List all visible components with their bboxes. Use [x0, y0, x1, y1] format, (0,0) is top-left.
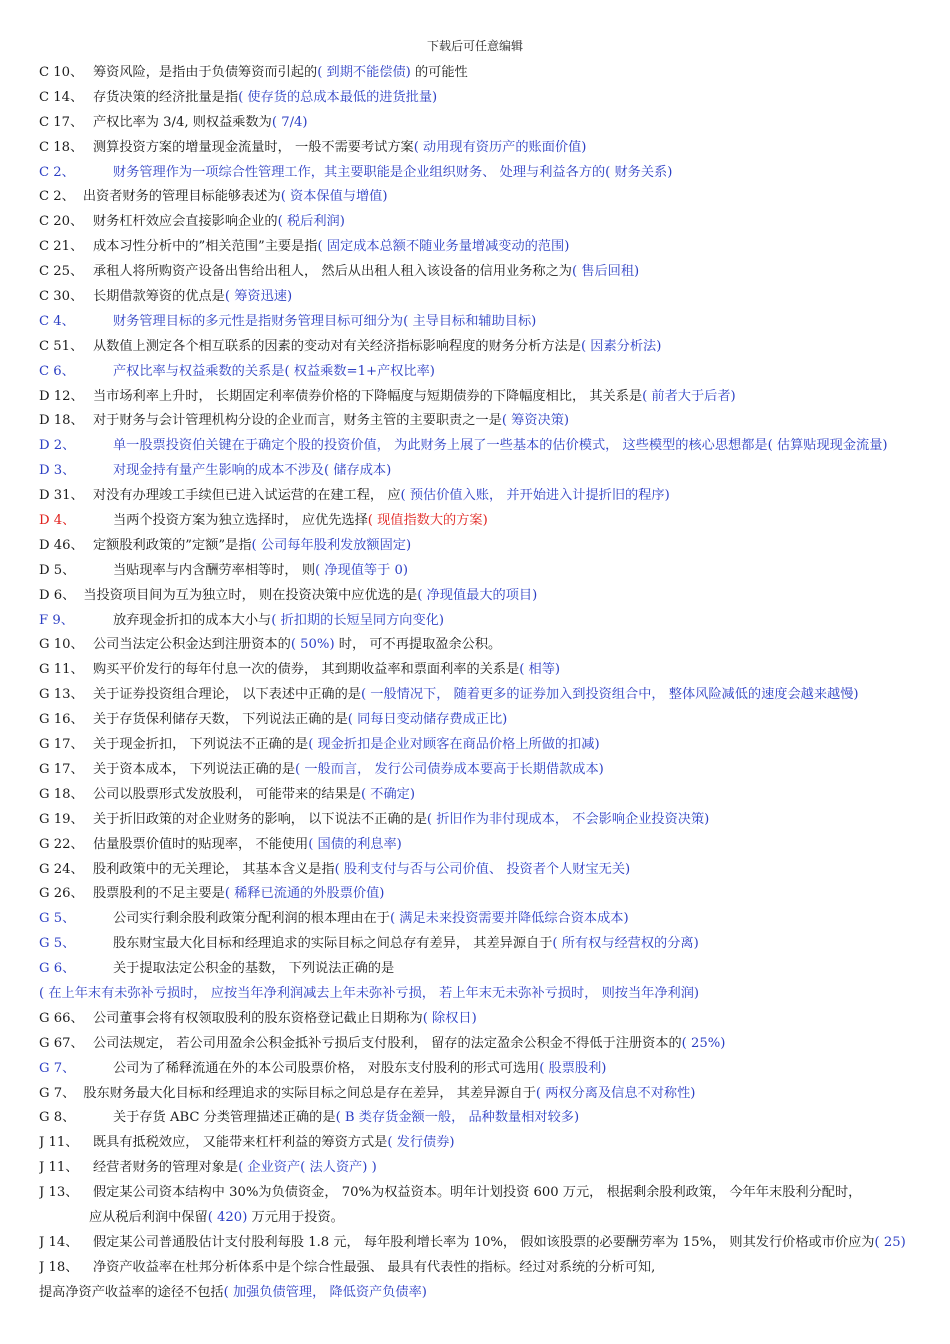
question-text: 关于资本成本， 下列说法正确的是 [93, 761, 296, 777]
question-text: 公司实行剩余股利政策分配利润的根本理由在于 [113, 911, 390, 927]
answer-text: ( 资本保值与增值) [280, 189, 388, 205]
answer-text: ( 25%) [681, 1035, 726, 1051]
question-text: 当投资项目间为互为独立时， 则在投资决策中应优选的是 [83, 587, 418, 603]
answer-text: ( 7/4) [271, 114, 308, 130]
question-text: 定额股利政策的”定额”是指 [93, 537, 252, 553]
answer-text: ( 一般情况下， 随着更多的证券加入到投资组合中， 整体风险减低的速度会越来越慢) [360, 687, 859, 703]
question-text: 关于现金折扣， 下列说法不正确的是 [93, 737, 309, 753]
question-text: 公司董事会将有权领取股利的股东资格登记截止日期称为 [93, 1010, 423, 1026]
question-text: 假定某公司普通股估计支付股利每股 1.8 元， 每年股利增长率为 10%， 假如该股票的必要酬劳率为 15%， 则其发行价格或市价应为 [93, 1234, 875, 1250]
list-item [39, 1057, 950, 1082]
list-item [39, 285, 950, 310]
question-code: G 10、 [39, 637, 84, 653]
list-item [39, 1131, 950, 1156]
list-item [39, 1007, 950, 1032]
question-code: G 67、 [39, 1035, 84, 1051]
answer-text: ( 两权分离及信息不对称性) [535, 1085, 696, 1101]
question-text: 长期借款筹资的优点是 [93, 289, 225, 305]
question-text: 财务管理作为一项综合性管理工作，其主要职能是企业组织财务、 处理与利益各方的 [113, 164, 606, 180]
question-text: 关于提取法定公积金的基数， 下列说法正确的是 [113, 961, 395, 977]
list-item [39, 185, 950, 210]
question-code: C 25、 [39, 264, 84, 280]
question-code: C 10、 [39, 65, 84, 80]
question-text: 提高净资产收益率的途径不包括 [39, 1284, 224, 1300]
list-item [39, 136, 950, 161]
list-item [39, 783, 950, 808]
answer-text: ( 售后回租) [571, 264, 640, 280]
list-item [39, 609, 950, 634]
list-item [39, 758, 950, 783]
question-code: D 18、 [39, 413, 84, 429]
answer-text: ( 税后利润) [277, 214, 345, 230]
question-text: 购买平价发行的每年付息一次的债券， 其到期收益率和票面利率的关系是 [93, 662, 520, 678]
question-text: 股东财务最大化目标和经理追求的实际目标之间总是存在差异， 其差异源自于 [83, 1085, 536, 1101]
list-item [39, 409, 950, 434]
list-item [39, 1281, 950, 1306]
list-item [39, 260, 950, 285]
question-code: G 7、 [39, 1085, 76, 1101]
question-code: J 11、 [39, 1135, 79, 1151]
question-text: 成本习性分析中的”相关范围”主要是指 [93, 239, 318, 255]
question-code: D 2、 [39, 438, 76, 454]
answer-text: ( 储存成本) [324, 463, 392, 479]
answer-text: ( 25) [874, 1234, 906, 1250]
list-item [39, 484, 950, 509]
list-item [39, 310, 950, 335]
answer-text: ( 同每日变动储存费成正比) [347, 712, 508, 728]
question-code: J 14、 [39, 1234, 79, 1250]
answer-text: ( 一般而言， 发行公司债券成本要高于长期借款成本) [295, 761, 604, 777]
answer-text: ( 发行债券) [387, 1135, 455, 1151]
answer-text: ( 满足未来投资需要并降低综合资本成本) [389, 911, 629, 927]
question-text: 净资产收益率在杜邦分析体系中是个综合性最强、 最具有代表性的指标。经过对系统的分析可知, [93, 1259, 656, 1275]
answer-text: ( 净现值等于 0) [315, 562, 409, 578]
list-item [39, 434, 950, 459]
question-text: 经营者财务的管理对象是 [93, 1160, 239, 1176]
answer-text: ( 企业资产( 法人资产) ) [238, 1160, 377, 1176]
answer-text: ( 现值指数大的方案) [367, 513, 488, 529]
list-item [39, 534, 950, 559]
answer-text: ( 加强负债管理， 降低资产负债率) [223, 1284, 427, 1300]
question-code: D 12、 [39, 388, 84, 404]
question-text: 产权比率为 3/4, 则权益乘数为 [93, 114, 272, 130]
question-code: J 13、 [39, 1185, 79, 1201]
question-code: D 4、 [39, 513, 76, 529]
question-code: G 5、 [39, 936, 76, 952]
question-code: J 18、 [39, 1259, 79, 1275]
list-item [39, 584, 950, 609]
list-item [39, 559, 950, 584]
answer-text: ( 公司每年股利发放额固定) [251, 537, 412, 553]
question-code: C 18、 [39, 139, 84, 155]
list-item [39, 1256, 950, 1281]
list-item [39, 1082, 950, 1107]
answer-text: ( 到期不能偿债) [317, 65, 411, 80]
question-code: G 24、 [39, 861, 84, 877]
answer-text: ( 估算贴现现金流量) [767, 438, 888, 454]
question-code: G 7、 [39, 1060, 76, 1076]
answer-text: ( 除权日) [422, 1010, 477, 1026]
question-text: 存货决策的经济批量是指 [93, 89, 239, 105]
question-text: 当市场利率上升时， 长期固定利率债券价格的下降幅度与短期债券的下降幅度相比， 其关系是 [93, 388, 643, 404]
question-text: 既具有抵税效应， 又能带来杠杆利益的筹资方式是 [93, 1135, 388, 1151]
answer-text: ( 预估价值入账， 并开始进入计提折旧的程序) [400, 488, 670, 504]
list-item [39, 683, 950, 708]
answer-text: ( 股票股利) [539, 1060, 607, 1076]
question-text: 对现金持有量产生影响的成本不涉及 [113, 463, 324, 479]
question-code: G 26、 [39, 886, 84, 902]
question-code: C 2、 [39, 189, 75, 205]
question-code: G 17、 [39, 761, 84, 777]
question-code: D 5、 [39, 562, 76, 578]
question-text: 单一股票投资伯关键在于确定个股的投资价值， 为此财务上展了一些基本的估价模式， 这些模型的核心思想都是 [113, 438, 768, 454]
question-text: 放弃现金折扣的成本大小与 [113, 612, 272, 628]
question-text: 财务管理目标的多元性是指财务管理目标可细分为 [113, 313, 404, 329]
question-text: 假定某公司资本结构中 30%为负债资金， 70%为权益资本。明年计划投资 600 万元， 根据剩余股利政策， 今年年末股利分配时， [93, 1185, 862, 1201]
question-text: 承租人将所购资产设备出售给出租人， 然后从出租人租入该设备的信用业务称之为 [93, 264, 572, 280]
answer-text: ( 折扣期的长短呈同方向变化) [271, 612, 444, 628]
question-code: G 11、 [39, 662, 84, 678]
answer-text: ( 现金折扣是企业对顾客在商品价格上所做的扣减) [308, 737, 600, 753]
question-code: C 20、 [39, 214, 84, 230]
list-item [39, 459, 950, 484]
list-item [39, 335, 950, 360]
answer-text: ( 折旧作为非付现成本， 不会影响企业投资决策) [426, 811, 710, 827]
list-item [39, 1231, 950, 1256]
question-text: 筹资风险，是指由于负债筹资而引起的 [93, 65, 318, 80]
question-text: 关于折旧政策的对企业财务的影响， 以下说法不正确的是 [93, 811, 427, 827]
list-item [39, 1156, 950, 1181]
list-item [39, 1181, 950, 1206]
list-item [39, 808, 950, 833]
question-text: 当贴现率与内含酬劳率相等时， 则 [113, 562, 316, 578]
question-text: 公司法规定， 若公司用盈余公积金抵补亏损后支付股利， 留存的法定盈余公积金不得低于注册资本的 [93, 1035, 682, 1051]
answer-text: ( 国债的利息率) [308, 836, 402, 852]
question-text: 出资者财务的管理目标能够表述为 [82, 189, 281, 205]
list-item [39, 360, 950, 385]
answer-text: ( 净现值最大的项目) [417, 587, 538, 603]
page-header: 下载后可任意编辑 [426, 39, 523, 53]
list-item [39, 932, 950, 957]
question-code: G 22、 [39, 836, 84, 852]
question-text: 关于存货 ABC 分类管理描述正确的是 [113, 1110, 336, 1126]
answer-text: ( 所有权与经营权的分离) [552, 936, 699, 952]
list-item [39, 907, 950, 932]
answer-text: ( 筹资决策) [501, 413, 570, 429]
list-item [39, 86, 950, 111]
list-item [39, 1032, 950, 1057]
question-code: G 18、 [39, 786, 84, 802]
question-code: G 5、 [39, 911, 76, 927]
question-text: 对没有办理竣工手续但已进入试运营的在建工程， 应 [93, 488, 401, 504]
list-item [39, 1106, 950, 1131]
question-code: C 30、 [39, 289, 84, 305]
question-list [39, 61, 950, 1306]
question-code: G 8、 [39, 1110, 76, 1126]
list-item [39, 509, 950, 534]
question-text: 股东财宝最大化目标和经理追求的实际目标之间总存有差异， 其差异源自于 [113, 936, 553, 952]
question-text: 关于证券投资组合理论， 以下表述中正确的是 [93, 687, 361, 703]
question-code: C 6、 [39, 363, 75, 379]
question-text: 产权比率与权益乘数的关系是 [113, 363, 285, 379]
question-code: D 6、 [39, 587, 76, 603]
answer-text: ( 使存货的总成本最低的进货批量) [238, 89, 438, 105]
answer-text: ( 不确定) [360, 786, 415, 802]
answer-text: ( 因素分析法) [580, 338, 662, 354]
question-code: J 11、 [39, 1160, 79, 1176]
question-code: D 3、 [39, 463, 76, 479]
question-code: F 9、 [39, 612, 74, 628]
question-text: 从数值上测定各个相互联系的因素的变动对有关经济指标影响程度的财务分析方法是 [93, 338, 581, 354]
list-item [39, 385, 950, 410]
question-code: G 6、 [39, 961, 76, 977]
list-item [39, 733, 950, 758]
list-item [39, 882, 950, 907]
answer-text: ( 权益乘数=1+产权比率) [284, 363, 435, 379]
question-tail: 的可能性 [410, 65, 468, 80]
list-item [39, 111, 950, 136]
list-item [39, 982, 950, 1007]
answer-text: ( 稀释已流通的外股票价值) [224, 886, 385, 902]
question-code: C 51、 [39, 338, 84, 354]
list-item [39, 833, 950, 858]
answer-text: ( 相等) [519, 662, 561, 678]
question-code: G 19、 [39, 811, 84, 827]
question-text: 公司为了稀释流通在外的本公司股票价格， 对股东支付股利的形式可选用 [113, 1060, 540, 1076]
answer-text: ( 50%) [290, 637, 335, 653]
answer-text: ( 固定成本总额不随业务量增减变动的范围) [317, 239, 570, 255]
question-text: 当两个投资方案为独立选择时， 应优先选择 [113, 513, 368, 529]
question-code: C 2、 [39, 164, 75, 180]
answer-text: ( 420) [207, 1209, 248, 1225]
list-item [39, 1206, 950, 1231]
answer-text: ( 在上年末有未弥补亏损时， 应按当年净利润减去上年未弥补亏损， 若上年末无未弥补亏损时， 则按当年净利润) [39, 985, 700, 1001]
question-text: 公司以股票形式发放股利， 可能带来的结果是 [93, 786, 361, 802]
answer-text: ( 动用现有资历产的账面价值) [413, 139, 587, 155]
question-tail: 时， 可不再提取盈余公积。 [334, 637, 502, 653]
answer-text: ( 股利支付与否与公司价值、 投资者个人财宝无关) [334, 861, 631, 877]
answer-text: ( 筹资迅速) [224, 289, 293, 305]
question-text: 估量股票价值时的贴现率， 不能使用 [93, 836, 309, 852]
question-text: 应从税后利润中保留 [89, 1209, 208, 1225]
question-text: 测算投资方案的增量现金流量时， 一般不需要考试方案 [93, 139, 414, 155]
question-text: 对于财务与会计管理机构分设的企业而言，财务主管的主要职责之一是 [93, 413, 502, 429]
list-item [39, 708, 950, 733]
question-text: 关于存货保利储存天数， 下列说法正确的是 [93, 712, 348, 728]
question-code: D 31、 [39, 488, 84, 504]
question-code: C 4、 [39, 313, 75, 329]
list-item [39, 658, 950, 683]
list-item [39, 235, 950, 260]
list-item [39, 161, 950, 186]
question-text: 股票股利的不足主要是 [93, 886, 225, 902]
answer-text: ( 主导目标和辅助目标) [403, 313, 537, 329]
question-code: G 16、 [39, 712, 84, 728]
list-item [39, 633, 950, 658]
question-text: 财务杠杆效应会直接影响企业的 [93, 214, 278, 230]
question-text: 股利政策中的无关理论， 其基本含义是指 [93, 861, 335, 877]
question-code: C 21、 [39, 239, 84, 255]
question-tail: 万元用于投资。 [247, 1209, 344, 1225]
question-text: 公司当法定公积金达到注册资本的 [93, 637, 291, 653]
question-code: G 13、 [39, 687, 84, 703]
answer-text: ( 前者大于后者) [642, 388, 736, 404]
answer-text: ( B 类存货金额一般， 品种数量相对较多) [335, 1110, 580, 1126]
question-code: G 66、 [39, 1010, 84, 1026]
question-code: D 46、 [39, 537, 84, 553]
list-item [39, 61, 950, 86]
list-item [39, 957, 950, 982]
answer-text: ( 财务关系) [605, 164, 673, 180]
question-code: C 17、 [39, 114, 84, 130]
question-code: C 14、 [39, 89, 84, 105]
question-code: G 17、 [39, 737, 84, 753]
list-item [39, 210, 950, 235]
list-item [39, 858, 950, 883]
